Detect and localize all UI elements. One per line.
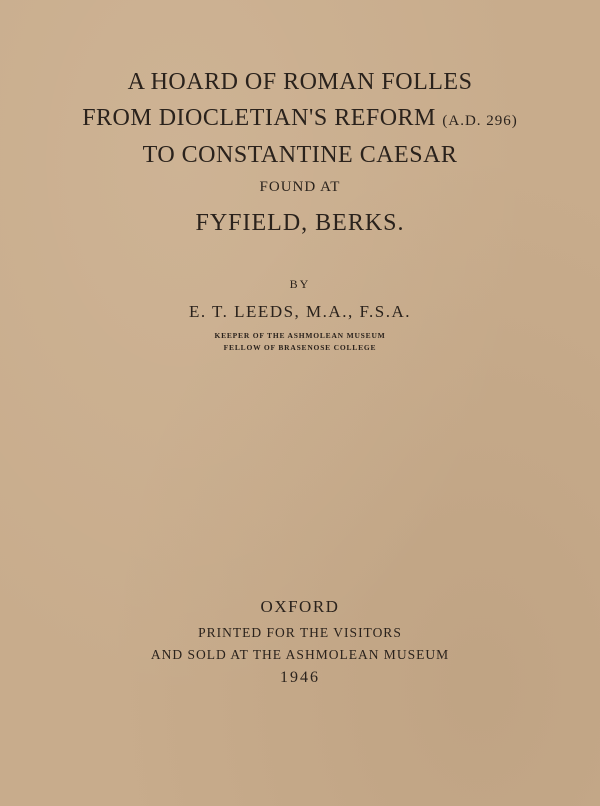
author-name: E. T. LEEDS, M.A., F.S.A. xyxy=(188,302,412,321)
imprint-year: 1946 xyxy=(280,669,320,686)
author-affiliation-1: KEEPER OF THE ASHMOLEAN MUSEUM xyxy=(214,331,386,340)
imprint-line-1: PRINTED FOR THE VISITORS xyxy=(198,625,402,640)
title-line-3: TO CONSTANTINE CAESAR xyxy=(142,142,458,168)
title-place: FYFIELD, BERKS. xyxy=(195,210,405,236)
author-affiliation-2: FELLOW OF BRASENOSE COLLEGE xyxy=(223,343,377,352)
byline-by: BY xyxy=(289,277,311,291)
title-found-at: FOUND AT xyxy=(259,179,341,195)
title-line-1: A HOARD OF ROMAN FOLLES xyxy=(127,69,473,95)
title-line-2 xyxy=(0,104,600,135)
title-date: (A.D. 296) xyxy=(442,113,518,129)
imprint-line-2: AND SOLD AT THE ASHMOLEAN MUSEUM xyxy=(150,647,450,662)
title-line-2-main: FROM DIOCLETIAN'S REFORM xyxy=(82,105,443,131)
imprint-city: OXFORD xyxy=(260,597,340,616)
